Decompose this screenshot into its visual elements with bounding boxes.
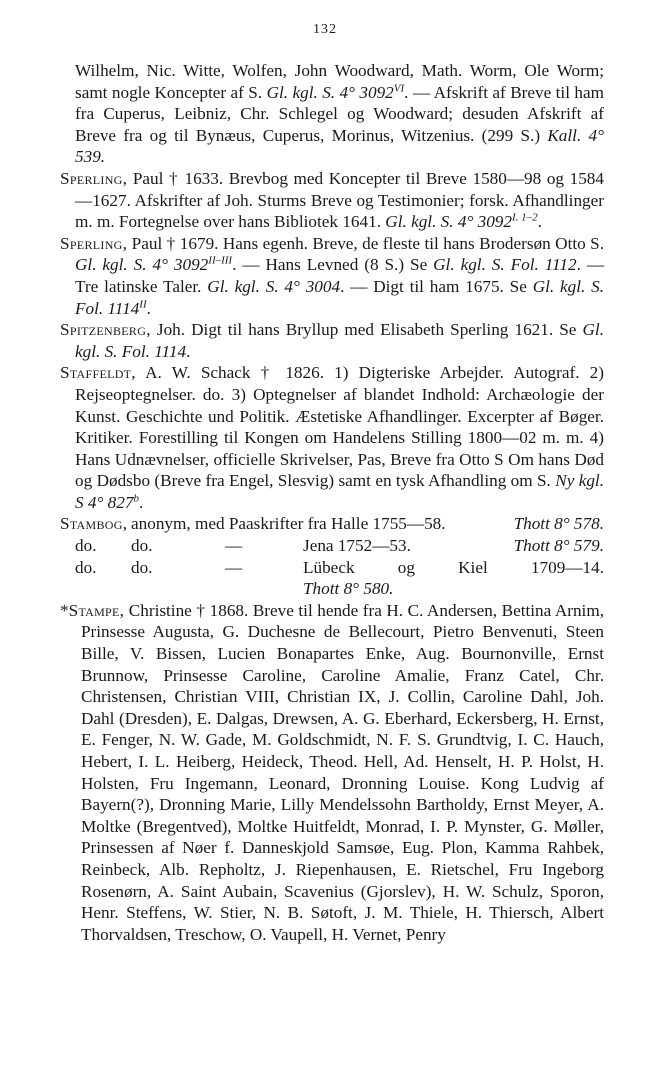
entry-text: Christine † 1868. Breve til hende fra H. C. Andersen, Bettina Arnim, Prinsesse Augusta, G. Duchesne de Bellecourt, Pietro Benvenuti, Steen Bille, V. Bissen, Lucien Bonapartes Enke, Aug. Bournonville, Ernst Brunnow, Prinsesse Caroline, Caroline Amalie, Franz Catel, Chr. Christensen, Christian VIII, Christian IX, J. Collin, Caroline Dahl, Joh. Dahl (Dresden), E. Dalgas, Drewsen, A. G. Eberhard, Eckersberg, H. Ernst, E. Fenger, N. W. Gade, M. Goldschmidt, N. F. S. Grundtvig, I. C. Hauch, Hebert, I. L. Heiberg, Heideck, Theod. Hell, Ad. Henselt, H. P. Holst, H. Holsten, Fru Ingemann, Leonard, Dronning Louise. Kong Ludvig af Bayern(?), Dronning Marie, Lilly Mendelssohn Bartholdy, Ernst Meyer, A. Moltke (Bregentved), Moltke Huitfeldt, Monrad, I. P. Mynster, G. Møller, Prinsessen af Nøer f. Danneskjold Samsøe, Eug. Plon, Kamma Rahbek, Reinbeck, Alb. Repholtz, J. Riepenhausen, E. Rietschel, Fru Ingeborg Rosenørn, A. Saint Aubain, Scavenius (Gjorslev), H. W. Schulz, Sporon, Henr. Steffens, W. Stier, N. B. Søtoft, J. M. Thiele, H. Thiersch, Albert Thorvaldsen, Treschow, O. Vaupell, H. Vernet, Penry	[81, 600, 604, 944]
shelfmark-sup: I. 1–2	[512, 211, 538, 224]
shelfmark-sup: VI	[393, 81, 405, 94]
entry-text: .	[146, 298, 151, 318]
text-line: Woodward; desuden Afskrift af Breve fra og til Bynæus, Cuperus,	[75, 104, 604, 145]
entry-spitzenberg	[60, 319, 604, 362]
shelfmark-sup: II	[139, 297, 147, 310]
shelfmark: Gl. kgl. S. 4° 3092	[266, 82, 394, 102]
entry-name: Stambog,	[60, 514, 128, 534]
stambog-cell: do.	[131, 557, 153, 577]
stambog-place: Lübeck og Kiel 1709—14.	[303, 557, 604, 577]
entry-stampe	[60, 600, 604, 946]
stambog-cell: do.	[75, 557, 97, 577]
shelfmark: Gl. kgl. S. 4° 3004	[207, 276, 341, 296]
shelfmark: Gl. kgl. S. Fol. 1112	[433, 255, 577, 275]
entry-continuation	[60, 60, 604, 168]
stambog-cell: med Paaskrifter fra	[194, 514, 327, 534]
shelfmark: Thott 8° 579.	[513, 536, 604, 556]
shelfmark: Gl. kgl. S. Fol. 1114	[75, 320, 604, 361]
entry-text: Paul † 1633. Brevbog med Koncepter til Breve 1580—98 og 1584—1627. Afskrifter af Joh. Sturms Breve og Testimonier; forsk. Afhandlinger m. m. Fortegnelse over hans Bibliotek 1641.	[75, 168, 604, 232]
stambog-row	[60, 535, 604, 557]
text-line: Afskrift af Breve til ham fra Cuperus, Leibniz, Chr. Schlegel og	[75, 82, 605, 124]
entry-stambog	[60, 513, 604, 599]
entry-sperling-1679	[60, 233, 604, 319]
stambog-row	[60, 578, 604, 600]
shelfmark-sup: II–III	[208, 254, 233, 267]
text-line: . —	[404, 82, 431, 102]
stambog-cell: —	[225, 536, 243, 556]
stambog-cell: —	[225, 557, 243, 577]
entry-text: . — Hans Levned (8 S.) Se	[232, 255, 434, 275]
entry-name: Spitzenberg,	[60, 320, 151, 340]
entry-staffeldt	[60, 362, 604, 513]
entry-name: Staffeldt,	[60, 363, 136, 383]
entry-text: . — Digt til ham 1675. Se	[340, 276, 533, 296]
entry-name: Sperling,	[60, 233, 128, 253]
entry-text: Joh. Digt til hans Bryllup med Elisabeth Sperling 1621. Se	[150, 320, 583, 340]
stambog-row	[60, 513, 604, 535]
page-number: 132	[313, 22, 337, 37]
stambog-desc	[131, 513, 446, 535]
stambog-shelfmark	[319, 513, 604, 535]
entry-name: Stampe,	[68, 600, 125, 620]
stambog-cell: do.	[75, 536, 97, 556]
stambog-cell: Halle 1755—58.	[330, 514, 446, 534]
entry-name: Sperling,	[60, 168, 128, 188]
stambog-cell: do.	[131, 536, 153, 556]
page-body	[60, 60, 604, 945]
stambog-row	[60, 557, 604, 579]
entry-text: Paul † 1679. Hans egenh. Breve, de fleste til hans Brodersøn Otto S.	[127, 233, 604, 253]
stambog-place: Jena 1752—53.	[303, 536, 411, 556]
stambog-label	[60, 513, 131, 535]
shelfmark-sup: b	[133, 492, 139, 505]
entry-text: A. W. Schack † 1826. 1) Digteriske Arbejder. Autograf. 2) Rejseoptegnelser. do. 3) Optegnelser af blandet Indhold: Archæologie der Kunst. Geschichte und Politik. Æstetiske Afhandlinger. Excerpter af Bøger. Kritiker. Forestilling til Kongen om Handelens Stilling 1800—02 m. m. 4) Hans Udnævnelser, officielle Skrivelser, Pas, Breve fra Otto S Om hans Død og Dødsbo (Breve fra Engel, Slesvig) samt en tysk Afhandling om S.	[75, 363, 604, 491]
text-line: Morinus, Witzenius. (299 S.)	[331, 125, 548, 145]
shelfmark: Gl. kgl. S. 4° 3092	[385, 212, 512, 232]
stambog-cell: anonym,	[131, 514, 191, 534]
entry-text: .	[186, 341, 191, 361]
entry-text: .	[537, 212, 542, 232]
entry-text: .	[138, 492, 144, 512]
shelfmark: Thott 8° 580.	[303, 579, 394, 599]
entry-sperling-1633	[60, 168, 604, 233]
shelfmark: Ny kgl. S 4° 827	[75, 471, 604, 512]
stambog-cell	[303, 535, 604, 557]
text-line: Wilhelm, Nic. Witte, Wolfen, John Woodward, Math. Worm, Ole	[75, 61, 550, 80]
shelfmark: Gl. kgl. S. 4° 3092	[75, 255, 209, 275]
entry-text: . — Tre latinske Taler.	[75, 255, 605, 296]
star-marker: *	[60, 600, 69, 620]
shelfmark: Thott 8° 578.	[513, 514, 604, 534]
shelfmark: Gl. kgl. S. Fol. 1114	[75, 276, 605, 318]
text-line: Worm; samt nogle Koncepter af S.	[75, 61, 604, 102]
shelfmark: Kall. 4° 539.	[75, 125, 604, 167]
